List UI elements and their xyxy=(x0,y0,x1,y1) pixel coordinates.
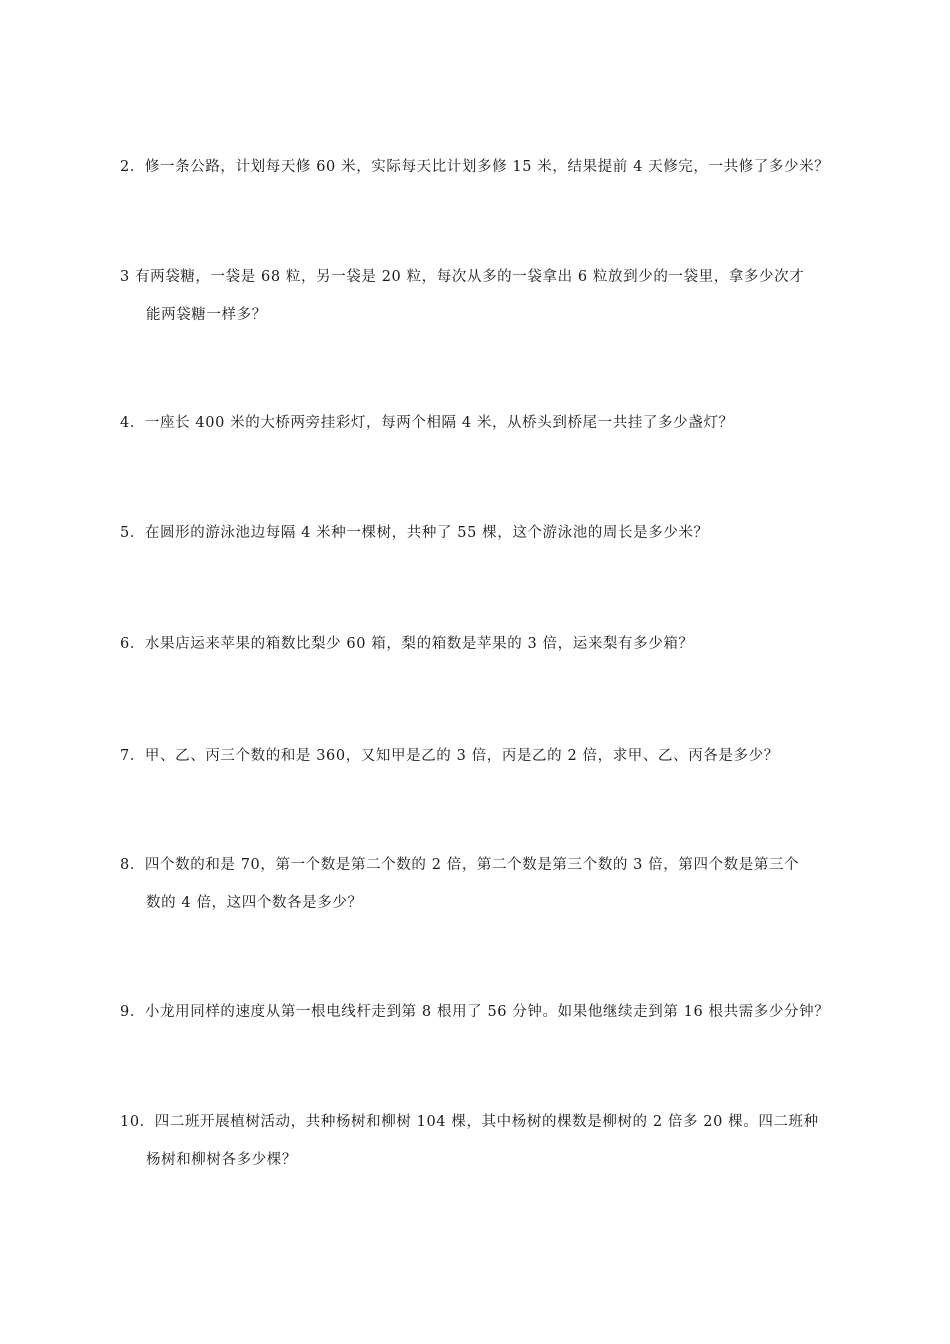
question-3-text-continued: 能两袋糖一样多？ xyxy=(146,307,267,323)
question-10 xyxy=(120,1103,865,1179)
question-6 xyxy=(120,625,865,663)
question-8-text: 8．四个数的和是 70，第一个数是第二个数的 2 倍，第二个数是第三个数的 3 倍，第四个数是第三个 xyxy=(120,857,800,873)
question-7 xyxy=(120,737,865,775)
question-7-text: 7．甲、乙、丙三个数的和是 360，又知甲是乙的 3 倍，丙是乙的 2 倍，求甲、乙、丙各是多少？ xyxy=(120,748,779,764)
question-5-text: 5．在圆形的游泳池边每隔 4 米种一棵树，共种了 55 棵，这个游泳池的周长是多少米？ xyxy=(120,525,709,541)
question-3 xyxy=(120,258,865,334)
question-9 xyxy=(120,993,865,1031)
question-2-text: 2．修一条公路，计划每天修 60 米，实际每天比计划多修 15 米，结果提前 4 天修完，一共修了多少米？ xyxy=(120,159,830,175)
question-10-text-continued: 杨树和柳树各多少棵？ xyxy=(146,1152,297,1168)
question-5 xyxy=(120,514,865,552)
question-4 xyxy=(120,404,865,442)
question-2 xyxy=(120,148,865,186)
question-10-text: 10．四二班开展植树活动，共种杨树和柳树 104 棵，其中杨树的棵数是柳树的 2 倍多 20 棵。四二班种 xyxy=(120,1114,819,1130)
question-6-text: 6．水果店运来苹果的箱数比梨少 60 箱，梨的箱数是苹果的 3 倍，运来梨有多少箱？ xyxy=(120,636,694,652)
question-3-text: 3 有两袋糖，一袋是 68 粒，另一袋是 20 粒，每次从多的一袋拿出 6 粒放到少的一袋里，拿多少次才 xyxy=(120,269,805,285)
question-8-text-continued: 数的 4 倍，这四个数各是多少？ xyxy=(146,895,363,911)
question-4-text: 4．一座长 400 米的大桥两旁挂彩灯，每两个相隔 4 米，从桥头到桥尾一共挂了多少盏灯？ xyxy=(120,415,734,431)
question-8 xyxy=(120,846,865,922)
question-9-text: 9．小龙用同样的速度从第一根电线杆走到第 8 根用了 56 分钟。如果他继续走到第 16 根共需多少分钟？ xyxy=(120,1004,830,1020)
